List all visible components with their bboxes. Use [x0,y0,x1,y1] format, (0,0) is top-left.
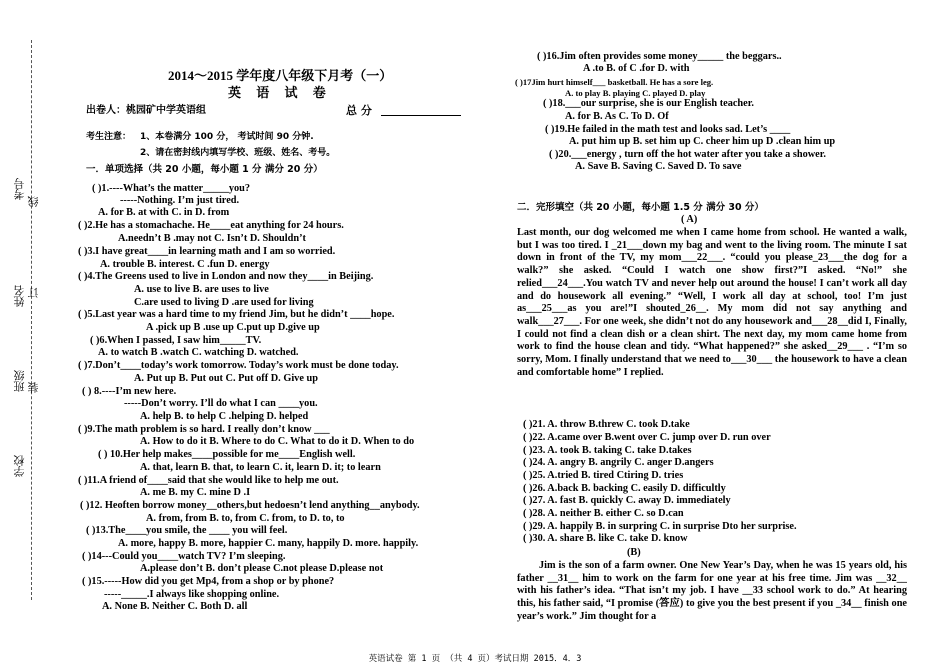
q20: ( )20.___energy , turn off the hot water after you take a shower. [549,149,826,160]
q21-options: ( )21. A. throw B.threw C. took D.take [523,419,690,430]
label-class: 班级 [13,370,26,392]
q16: ( )16.Jim often provides some money_____ the beggars.. [537,51,782,62]
note-1: 1、本卷满分 100 分， 考试时间 90 分钟. [140,132,314,142]
q7-options: A. Put up B. Put out C. Put off D. Give up [134,373,318,384]
q11-options: A. me B. my C. mine D .I [140,487,251,498]
q23-options: ( )23. A. took B. taking C. take D.takes [523,445,692,456]
label-fold: 装 [27,382,40,393]
q15-options: A. None B. Neither C. Both D. all [102,601,248,612]
q8: ( ) 8.----I’m new here. [82,386,177,397]
label-exam-number: 考号 [13,178,26,200]
binding-margin [0,0,40,671]
q17: ( )17Jim hurt himself___ basketball. He has a sore leg. [515,77,714,87]
q6: ( )6.When I passed, I saw him_____TV. [90,335,262,346]
q8-response: -----Don’t worry. I’ll do what I can ____you. [124,398,318,409]
label-line: 线 [27,196,40,207]
page-footer: 英语试卷 第 1 页 （共 4 页）考试日期 2015．4．3 [368,654,582,664]
score-label: 总 分 [346,104,372,117]
q9: ( )9.The math problem is so hard. I really don’t know ___ [78,424,330,435]
notes-label: 考生注意： [86,132,132,142]
q25-options: ( )25. A.tried B. tired Ctiring D. tries [523,470,684,481]
q27-options: ( )27. A. fast B. quickly C. away D. immediately [523,495,731,506]
q24-options: ( )24. A. angry B. angrily C. anger D.angers [523,457,714,468]
q13: ( )13.The____you smile, the ____ you will feel. [86,525,288,536]
q4: ( )4.The Greens used to live in London and now they____in Beijing. [78,271,374,282]
score-blank[interactable] [381,115,461,116]
q3: ( )3.I have great____in learning math and I am so worried. [78,246,336,257]
q2-options: A.needn’t B .may not C. Isn’t D. Shouldn’t [118,233,306,244]
note-2: 2、请在密封线内填写学校、班级、姓名、考号。 [140,148,336,158]
q14-options: A.please don’t B. don’t please C.not please D.please not [140,563,384,574]
q12: ( )12. Heoften borrow money__others,but hedoesn’t lend anything__anybody. [80,500,420,511]
label-name: 姓名 [13,285,26,307]
part-b-label: (B) [627,547,641,558]
q5: ( )5.Last year was a hard time to my friend Jim, but he didn’t ____hope. [78,309,395,320]
q1-response: -----Nothing. I’m just tired. [120,195,240,206]
q8-options: A. help B. to help C .helping D. helped [140,411,309,422]
label-school: 学校 [13,455,26,477]
q29-options: ( )29. A. happily B. in surpring C. in surprise Dto her surprise. [523,521,797,532]
q6-options: A. to watch B .watch C. watching D. watched. [98,347,299,358]
q16-options: A .to B. of C .for D. with [583,63,690,74]
q26-options: ( )26. A.back B. backing C. easily D. difficultly [523,483,726,494]
q30-options: ( )30. A. share B. like C. take D. know [523,533,688,544]
q20-options: A. Save B. Saving C. Saved D. To save [575,161,742,172]
q18-options: A. for B. As C. To D. Of [565,111,669,122]
q13-options: A. more, happy B. more, happier C. many, happily D. more. happily. [118,538,419,549]
section1-heading: 一．单项选择（共 20 小题，每小题 1 分 满分 20 分） [86,164,323,175]
label-bind: 订 [27,287,40,298]
q12-options: A. from, from B. to, from C. from, to D. to, to [146,513,345,524]
passage-b: Jim is the son of a farm owner. One New Year’s Day, when he was 15 years old, his father __31__ him to work on the farm for one year at his free time. Jim was __32__ with his father’s idea. “That isn’t my job. I have __33 school work to do.” At hearing this, his father said, “I promise (答应) to give you the best present if you _34__ finish one year’s work.” Jim thought for a [517,560,907,622]
q10: ( ) 10.Her help makes____possible for me____English well. [98,449,356,460]
section2-heading: 二．完形填空（共 20 小题，每小题 1.5 分 满分 30 分） [517,202,764,213]
q18: ( )18.___our surprise, she is our English teacher. [543,98,754,109]
part-a-label: ( A) [681,214,698,225]
q4-options-cd: C.are used to living D .are used for living [134,297,314,308]
q17-options: A. to play B. playing C. played D. play [565,88,706,98]
q14: ( )14---Could you____watch TV? I’m sleeping. [82,551,286,562]
q19: ( )19.He failed in the math test and looks sad. Let’s ____ [545,124,791,135]
q1-options: A. for B. at with C. in D. from [98,207,230,218]
exam-subject: 英 语 试 卷 [228,85,332,100]
passage-a: Last month, our dog welcomed me when I came home from school. He wanted a walk, but I was too tired. I _21___down my bag and went to the living room. The minute I sat down in front of the TV, my mom___22___. “could you please_23___the dog for a walk?” she asked. “Could I watch one show first?”I asked. “No!” she relied___24___.You watch TV and never help out around the house! I can’t work all day and do housework all evening.” “Well, I work all day at school, too! I’m just as___25___as you are!”I shouted_26__. My mom did not say anything and walk___27___. For one week, she didn’t not do any housework and___28__did I, Finally, I could not find a clean dish or a clean shirt. The next day, my mom came home from work to find the house clean and tidy. “What happened?” she asked__29___ . “I’m so sorry, Mom. I finally understand that we need to___30___ the housework to have a clean and comfortable home” I replied. [517,227,907,378]
q5-options: A .pick up B .use up C.put up D.give up [146,322,320,333]
q3-options: A. trouble B. interest. C .fun D. energy [100,259,270,270]
q19-options: A. put him up B. set him up C. cheer him up D .clean him up [569,136,836,147]
exam-title: 2014～2015 学年度八年级下月考（一） [168,68,393,83]
q1: ( )1.----What’s the matter_____you? [92,183,251,194]
seal-line [31,40,32,600]
q11: ( )11.A friend of____said that she would like to help me out. [78,475,339,486]
exam-author: 出卷人：桃园矿中学英语组 [86,105,206,116]
q28-options: ( )28. A. neither B. either C. so D.can [523,508,684,519]
q10-options: A. that, learn B. that, to learn C. it, learn D. it; to learn [140,462,381,473]
q2: ( )2.He has a stomachache. He____eat anything for 24 hours. [78,220,344,231]
q7: ( )7.Don’t____today’s work tomorrow. Today’s work must be done today. [78,360,399,371]
q4-options-ab: A. use to live B. are uses to live [134,284,269,295]
q15: ( )15.-----How did you get Mp4, from a shop or by phone? [82,576,335,587]
q9-options: A. How to do it B. Where to do C. What to do it D. When to do [140,436,415,447]
q15-response: -----_____.I always like shopping online. [104,589,280,600]
q22-options: ( )22. A.came over B.went over C. jump over D. run over [523,432,771,443]
